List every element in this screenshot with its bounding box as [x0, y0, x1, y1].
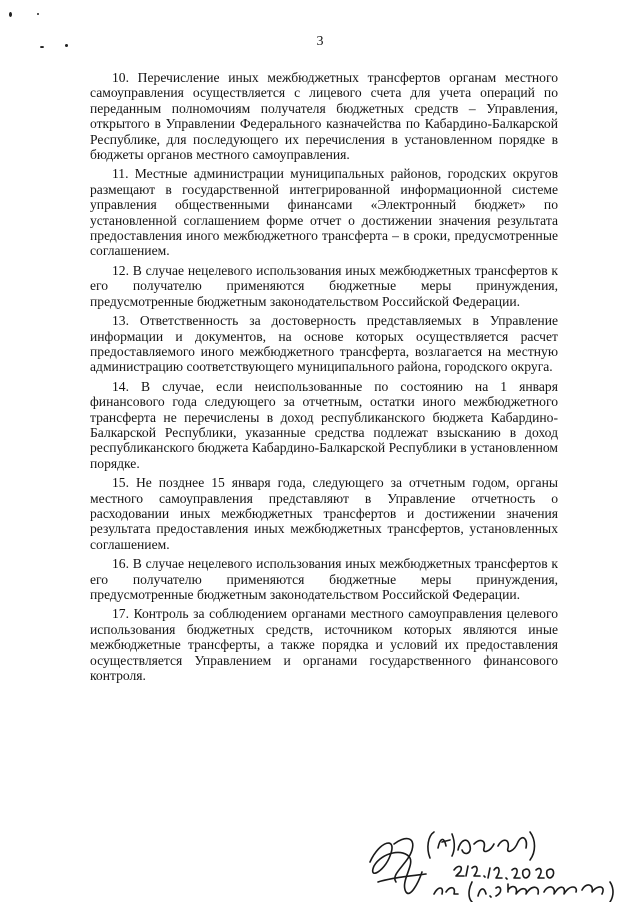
- paragraph-13: 13. Ответственность за достоверность представляемых в Управление информации и документов, на основе которых осуществляется расчет предоставляемого иного межбюджетного трансферта, возлагается на местную администрацию соответствующего муниципального района, городского округа.: [90, 313, 558, 375]
- paragraph-16: 16. В случае нецелевого использования иных межбюджетных трансфертов к его получателю применяются бюджетные меры принуждения, предусмотренные бюджетным законодательством Российской Федерации.: [90, 556, 558, 602]
- handwritten-signature: [360, 822, 620, 902]
- paragraph-14: 14. В случае, если неиспользованные по состоянию на 1 января финансового года следующего за отчетным, остатки иного межбюджетного трансферта не перечислены в доход республиканского бюджета Кабардино-Балкарской Республики, указанные средства подлежат взысканию в доход республиканского бюджета Кабардино-Балкарской Республики в установленном порядке.: [90, 378, 558, 471]
- scan-speck: [40, 46, 44, 48]
- document-body: [90, 70, 558, 687]
- scan-speck: [9, 12, 12, 17]
- scan-speck: [37, 13, 39, 15]
- paragraph-12: 12. В случае нецелевого использования иных межбюджетных трансфертов к его получателю применяются бюджетные меры принуждения, предусмотренные бюджетным законодательством Российской Федерации.: [90, 262, 558, 309]
- signature-scribble: [360, 822, 620, 902]
- paragraph-15: 15. Не позднее 15 января года, следующего за отчетным годом, органы местного самоуправления представляют в Управление отчетность о расходовании иных межбюджетных трансфертов и достижении значения результата предоставления иных межбюджетных трансфертов, установленных соглашением.: [90, 475, 558, 552]
- paragraph-17: 17. Контроль за соблюдением органами местного самоуправления целевого использования бюджетных средств, источником которых являются иные межбюджетные трансферты, а также порядка и условий их предоставления осуществляется Управлением и органами государственного финансового контроля.: [90, 606, 558, 684]
- page-number: 3: [316, 34, 324, 49]
- scan-speck: [65, 44, 68, 47]
- paragraph-10: 10. Перечисление иных межбюджетных трансфертов органам местного самоуправления осуществляется с лицевого счета для учета операций по переданным полномочиям получателя бюджетных средств – Управления, открытого в Управлении Федерального казначейства по Кабардино-Балкарской Республике, для последующего их перечисления в установленном порядке в бюджеты органов местного самоуправления.: [90, 70, 558, 163]
- paragraph-11: 11. Местные администрации муниципальных районов, городских округов размещают в государственной интегрированной информационной системе управления общественными финансами «Электронный бюджет» по установленной соглашением форме отчет о достижении значения результата предоставления иного межбюджетного трансферта – в сроки, предусмотренные соглашением.: [90, 166, 558, 259]
